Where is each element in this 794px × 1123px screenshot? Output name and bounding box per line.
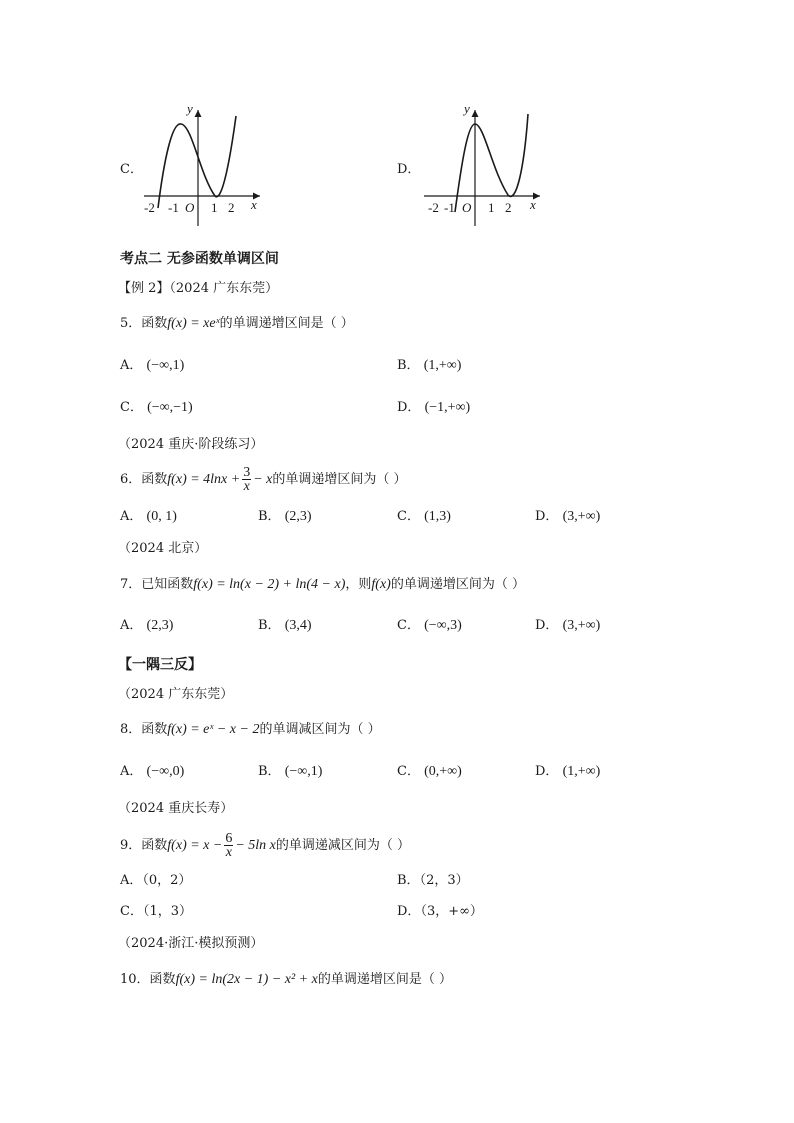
q7-option-b: B． (3,4): [258, 618, 312, 633]
tick-label: -2: [428, 200, 439, 215]
q9-option-b: B．（2，3）: [397, 873, 469, 888]
q5-option-a: A． (−∞,1): [120, 358, 185, 373]
origin-label: O: [185, 200, 195, 215]
q6-option-a: A． (0, 1): [120, 509, 177, 524]
question-7: 7．已知函数f(x) = ln(x − 2) + ln(4 − x)，则f(x)的单调递增区间为（ ）: [120, 577, 525, 592]
example-label: 【例 2】（2024 广东东莞）: [118, 281, 279, 296]
q5-option-c: C． (−∞,−1): [120, 400, 193, 415]
tick-label: -1: [168, 200, 179, 215]
y-axis-label: y: [187, 101, 193, 116]
section-title: 考点二 无参函数单调区间: [120, 251, 279, 267]
curve-d: [455, 114, 528, 212]
graph-c: [142, 100, 267, 230]
origin-label: O: [462, 200, 472, 215]
fraction: $\frac{6}{x}$: [225, 831, 233, 860]
fraction: $\frac{3}{x}$: [243, 465, 251, 494]
question-8: 8．函数f(x) = eˣ − x − 2的单调减区间为（ ）: [120, 722, 381, 737]
tick-label: -2: [144, 200, 155, 215]
x-axis-label: x: [530, 197, 536, 212]
q9-option-a: A．（0，2）: [120, 873, 192, 888]
curve-c: [158, 116, 236, 208]
q7-option-d: D． (3,+∞): [535, 618, 601, 633]
question-text: 的单调递增区间是（ ）: [219, 316, 354, 331]
q6-source: （2024 重庆·阶段练习）: [118, 437, 264, 452]
q9-option-c: C．（1，3）: [120, 904, 192, 919]
q7-option-a: A． (2,3): [120, 618, 174, 633]
q8-source: （2024 广东东莞）: [118, 687, 234, 702]
q5-option-d: D． (−1,+∞): [397, 400, 471, 415]
function-expression: f(x) = eˣ − x − 2: [167, 722, 260, 737]
option-d-label: D．: [397, 162, 421, 177]
question-9: 9．函数f(x) = x − $\frac{6}{x}$ − 5ln x的单调递减区间为（ ）: [120, 831, 411, 860]
x-axis-label: x: [251, 197, 257, 212]
q7-option-c: C． (−∞,3): [397, 618, 462, 633]
q7-source: （2024 北京）: [118, 541, 208, 556]
tick-label: -1: [444, 200, 455, 215]
function-expression: f(x) = ln(2x − 1) − x² + x: [175, 972, 318, 987]
question-5: [120, 315, 354, 333]
q10-source: （2024·浙江·模拟预测）: [118, 936, 264, 951]
q9-source: （2024 重庆长寿）: [118, 801, 234, 816]
question-number: 5．: [120, 316, 142, 331]
question-10: 10．函数f(x) = ln(2x − 1) − x² + x的单调递增区间是（ ）: [120, 972, 452, 987]
q9-option-d: D．（3，+∞）: [397, 904, 483, 919]
q8-option-c: C． (0,+∞): [397, 764, 462, 779]
question-text: 函数: [141, 316, 168, 331]
q6-option-c: C． (1,3): [397, 509, 451, 524]
q6-option-b: B． (2,3): [258, 509, 312, 524]
q8-option-b: B． (−∞,1): [258, 764, 323, 779]
function-expression: f(x) = 4lnx +: [167, 472, 241, 487]
question-6: 6．函数f(x) = 4lnx + $\frac{3}{x}$ − x的单调递增区间为（ ）: [120, 465, 407, 494]
function-expression: f(x) = xeˣ: [167, 316, 220, 331]
function-expression: f(x) = ln(x − 2) + ln(4 − x): [193, 577, 346, 592]
q6-option-d: D． (3,+∞): [535, 509, 601, 524]
q8-option-d: D． (1,+∞): [535, 764, 601, 779]
tick-label: 1: [211, 200, 218, 215]
option-c-label: C．: [120, 162, 143, 177]
function-expression: f(x) = x −: [167, 838, 223, 853]
q8-option-a: A． (−∞,0): [120, 764, 185, 779]
tick-label: 2: [505, 200, 512, 215]
tick-label: 1: [488, 200, 495, 215]
practice-title: 【一隅三反】: [118, 657, 202, 673]
graph-d: [420, 100, 545, 230]
q5-option-b: B． (1,+∞): [397, 358, 462, 373]
y-axis-label: y: [464, 101, 470, 116]
tick-label: 2: [228, 200, 235, 215]
